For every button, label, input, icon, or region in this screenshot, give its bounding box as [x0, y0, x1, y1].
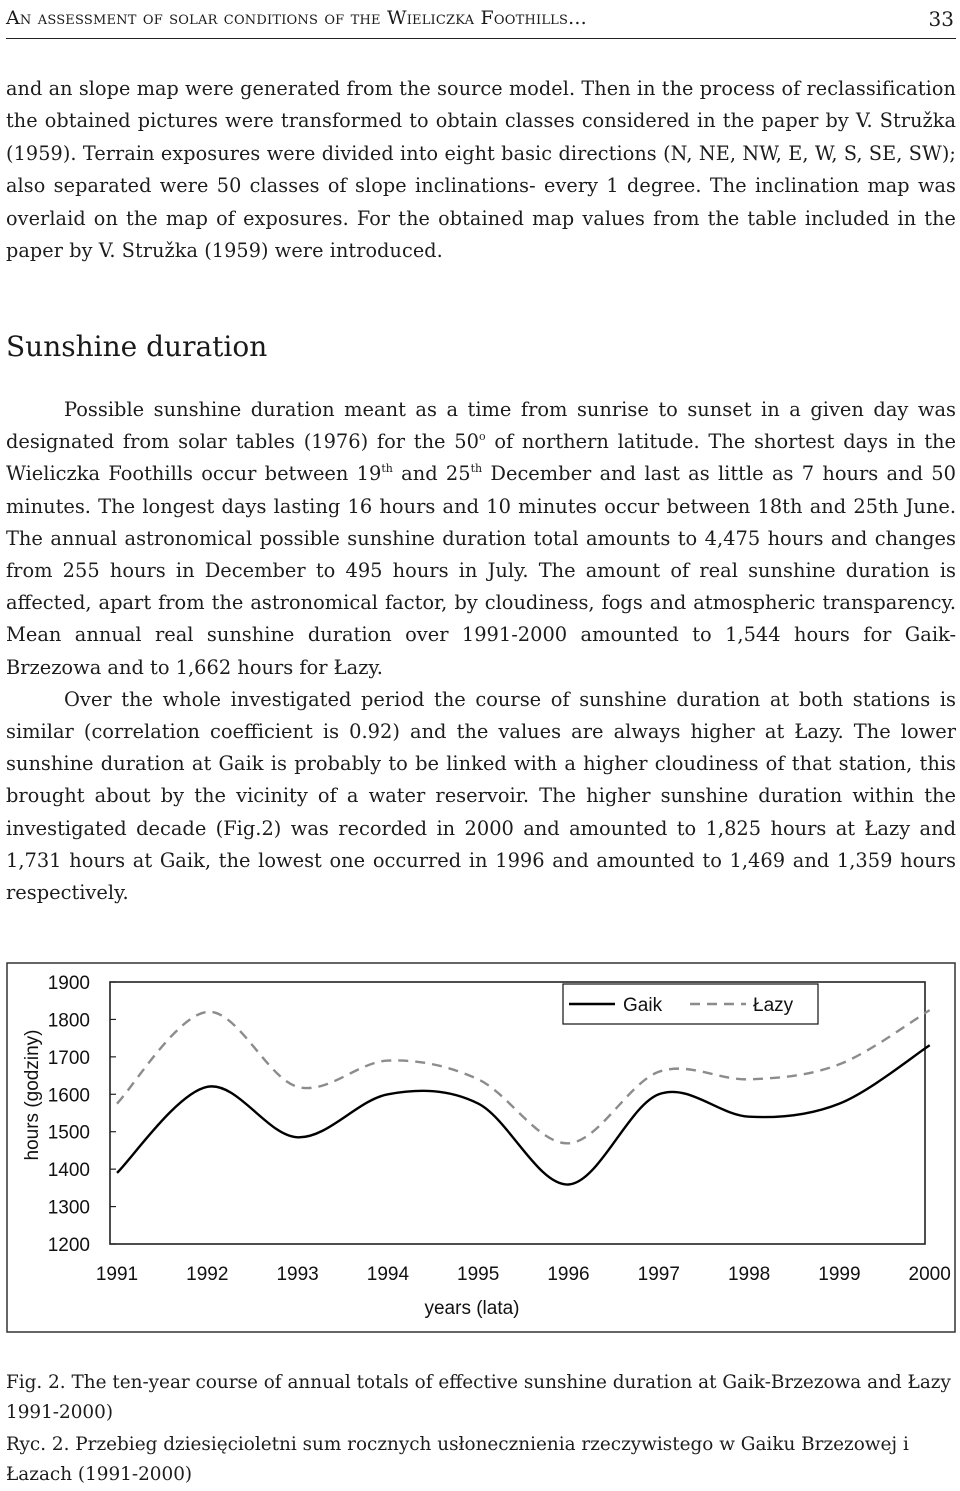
y-axis-label: hours (godziny) [22, 1029, 43, 1161]
figure-caption-pl: Ryc. 2. Przebieg dziesięcioletni sum rocznych usłonecznienia rzeczywistego w Gaiku Brzezowej i Łazach (1991-2000) [6, 1434, 909, 1485]
superscript: th [470, 462, 483, 476]
y-tick-label: 1700 [47, 1047, 90, 1069]
y-tick-label: 1600 [47, 1085, 90, 1107]
x-tick-label: 1993 [276, 1264, 319, 1285]
x-tick-label: 1994 [366, 1264, 410, 1285]
text-run: December and last as little as 7 hours and 50 minutes. The longest days lasting 16 hours and 10 minutes occur between 18th and 25th June. The annual astronomical possible sunshine duration total amounts to 4,475 hours and changes from 255 hours in December to 495 hours in July. The amount of real sunshine duration is affected, apart from the astronomical factor, by cloudiness, fogs and atmospheric transparency. Mean annual real sunshine duration over 1991-2000 amounted to 1,544 hours for Gaik-Brzezowa and to 1,662 hours for Łazy. [6, 462, 956, 679]
series-group [117, 1010, 930, 1184]
section-body [6, 394, 956, 909]
y-tick-label: 1800 [47, 1010, 90, 1032]
text-run: of northern latitude. The shortest days in the Wieliczka Foothills occur between 19 [6, 430, 956, 486]
figure-2 [6, 962, 956, 1333]
legend-label-lazy: Łazy [753, 995, 794, 1016]
section-paragraph-1 [6, 394, 956, 684]
x-tick-label: 2000 [908, 1264, 951, 1285]
y-tick-label: 1900 [47, 973, 90, 994]
y-axis [48, 973, 116, 1256]
superscript: th [381, 462, 393, 476]
sunshine-line-chart [6, 962, 956, 1333]
x-tick-label: 1997 [637, 1264, 680, 1285]
x-tick-label: 1999 [818, 1264, 861, 1285]
series-line-gaik [117, 1045, 930, 1184]
x-tick-label: 1992 [186, 1264, 229, 1285]
section-heading: Sunshine duration [6, 330, 268, 363]
page-number: 33 [928, 7, 954, 31]
intro-paragraph: and an slope map were generated from the source model. Then in the process of reclassification the obtained pictures were transformed to obtain classes considered in the paper by V. Stružka (1959). Terrain exposures were divided into eight basic directions (N, NE, NW, E, W, S, SE, SW); also separated were 50 classes of slope inclinations- every 1 degree. The inclination map was overlaid on the map of exposures. For the obtained map values from the table included in the paper by V. Stružka (1959) were introduced. [6, 77, 956, 263]
legend-label-gaik: Gaik [623, 995, 663, 1016]
x-tick-label: 1998 [727, 1264, 771, 1285]
x-tick-label: 1995 [457, 1264, 500, 1285]
figure-caption-en: Fig. 2. The ten-year course of annual totals of effective sunshine duration at Gaik-Brzezowa and Łazy 1991-2000) [6, 1372, 951, 1423]
text-run: Possible sunshine duration meant as a time from sunrise to sunset in a given day was designated from solar tables (1976) for the 50 [6, 398, 956, 454]
section-paragraph-2: Over the whole investigated period the course of sunshine duration at both stations is similar (correlation coefficient is 0.92) and the values are always higher at Łazy. The lower sunshine duration at Gaik is probably to be linked with a higher cloudiness of that station, this brought about by the vicinity of a water reservoir. The higher sunshine duration within the investigated decade (Fig.2) was recorded in 2000 and amounted to 1,825 hours at Łazy and 1,731 hours at Gaik, the lowest one occurred in 1996 and amounted to 1,469 and 1,359 hours respectively. [6, 687, 956, 905]
y-tick-label: 1500 [47, 1122, 90, 1144]
running-header [6, 4, 956, 39]
superscript: o [478, 430, 486, 444]
x-tick-label: 1991 [95, 1264, 139, 1285]
running-title: An assessment of solar conditions of the Wieliczka Foothills... [6, 7, 587, 29]
series-line-lazy [117, 1010, 930, 1143]
text-run: and 25 [392, 462, 471, 486]
x-axis-label: years (lata) [424, 1298, 520, 1319]
y-tick-label: 1400 [47, 1160, 90, 1182]
x-axis [96, 1264, 951, 1285]
y-tick-label: 1200 [47, 1235, 90, 1256]
x-tick-label: 1996 [547, 1264, 590, 1285]
y-tick-label: 1300 [47, 1197, 90, 1219]
